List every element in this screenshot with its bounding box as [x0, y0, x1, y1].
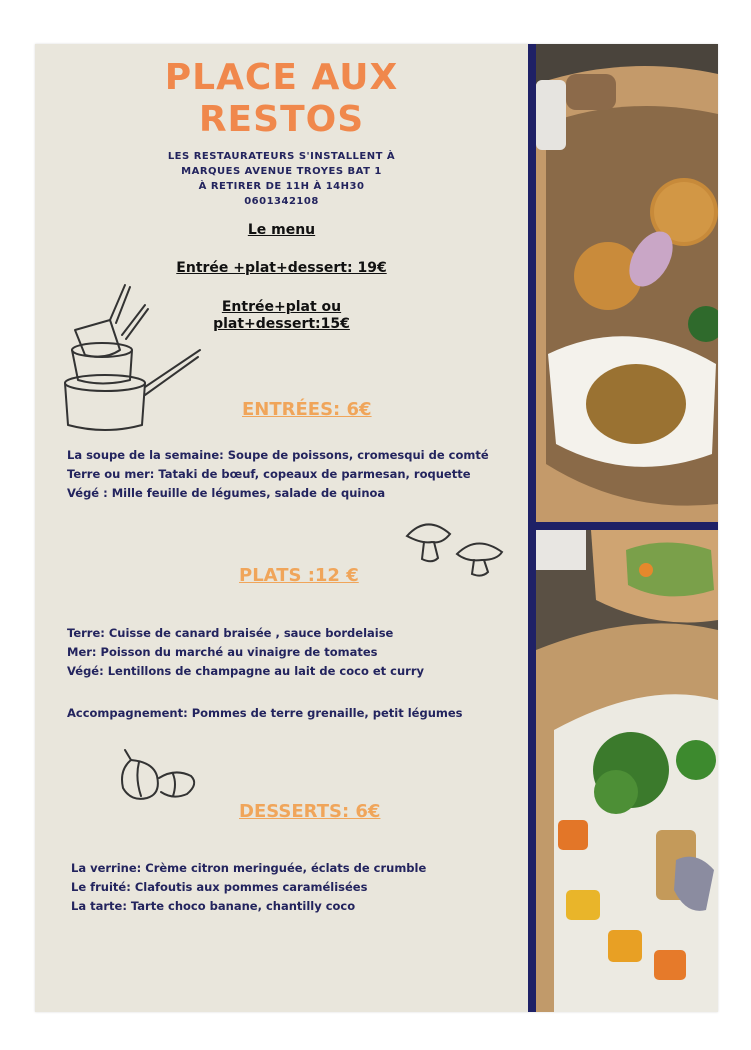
menu-option-partial-line-1: Entrée+plat ou — [221, 299, 342, 315]
subtitle-line: MARQUES AVENUE TROYES BAT 1 — [181, 166, 382, 177]
page-title — [35, 57, 528, 141]
cooking-pots-icon — [60, 275, 205, 435]
list-item: Mer: Poisson du marché au vinaigre de tomates — [67, 645, 378, 659]
menu-title: Le menu — [247, 222, 316, 238]
list-item: Accompagnement: Pommes de terre grenaille, petit légumes — [67, 706, 463, 720]
list-item: Le fruité: Clafoutis aux pommes caramélisées — [71, 880, 368, 894]
title-line-2: RESTOS — [198, 99, 365, 140]
list-item: Végé : Mille feuille de légumes, salade de quinoa — [67, 486, 386, 500]
subtitle-block — [35, 149, 528, 209]
food-photo-top — [536, 44, 718, 522]
mushrooms-icon — [402, 514, 507, 578]
section-title-plats: PLATS :12 € — [239, 565, 359, 586]
accompaniment-line — [67, 704, 463, 723]
menu-option-full: Entrée +plat+dessert: 19€ — [176, 260, 387, 276]
horizontal-divider — [536, 522, 718, 530]
menu-option-partial-line-2: plat+dessert:15€ — [213, 316, 350, 332]
subtitle-line: LES RESTAURATEURS S'INSTALLENT À — [167, 151, 396, 162]
desserts-list — [71, 859, 426, 916]
subtitle-line: À RETIRER DE 11H À 14H30 — [198, 181, 365, 192]
list-item: Végé: Lentillons de champagne au lait de coco et curry — [67, 664, 424, 678]
title-line-1: PLACE AUX — [164, 57, 399, 98]
section-title-desserts: DESSERTS: 6€ — [239, 801, 381, 822]
section-title-entrees: ENTRÉES: 6€ — [242, 399, 372, 420]
plats-list — [67, 624, 424, 681]
list-item: Terre: Cuisse de canard braisée , sauce bordelaise — [67, 626, 394, 640]
phone-number: 0601342108 — [244, 196, 319, 207]
entrees-list — [67, 446, 489, 503]
list-item: Terre ou mer: Tataki de bœuf, copeaux de parmesan, roquette — [67, 467, 471, 481]
list-item: La tarte: Tarte choco banane, chantilly coco — [71, 899, 356, 913]
vertical-divider — [528, 44, 536, 1012]
list-item: La soupe de la semaine: Soupe de poissons, cromesqui de comté — [67, 448, 489, 462]
garlic-icon — [117, 748, 202, 804]
food-photo-bottom — [536, 530, 718, 1012]
list-item: La verrine: Crème citron meringuée, éclats de crumble — [71, 861, 427, 875]
